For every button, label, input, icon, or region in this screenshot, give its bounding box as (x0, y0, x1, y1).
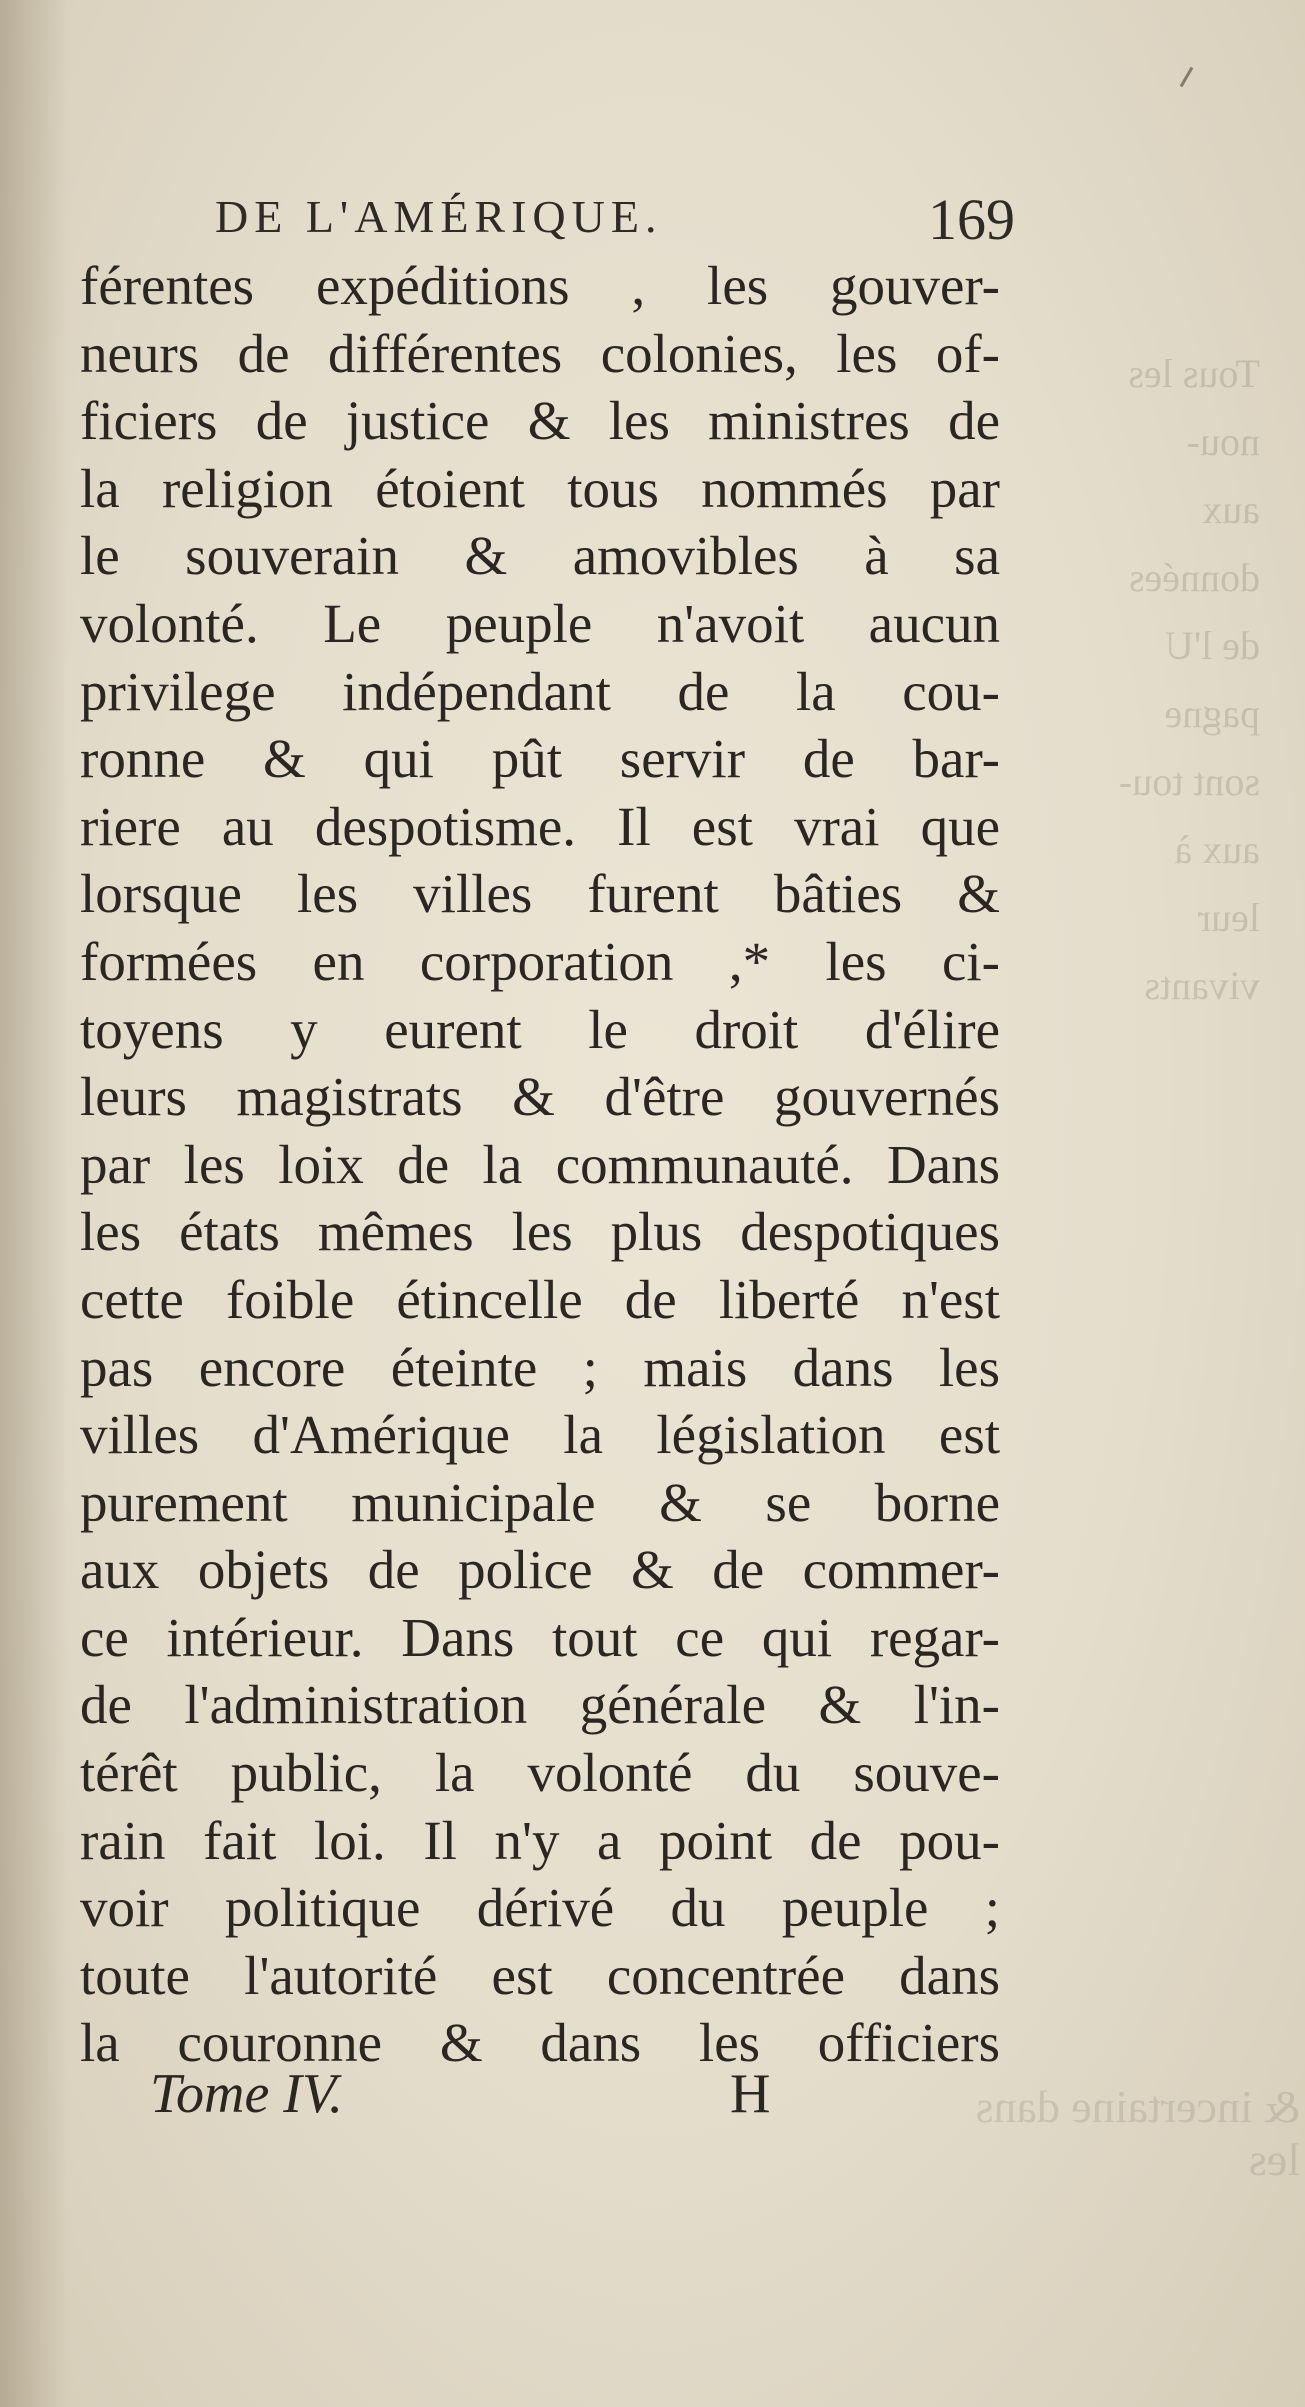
text-line: aux objets de police & de commer- (80, 1539, 1000, 1601)
text-line: térêt public, la volonté du souve- (80, 1742, 1000, 1804)
text-line: de l'administration générale & l'in- (80, 1674, 1000, 1736)
gutter-shadow (0, 0, 70, 2407)
running-header (215, 187, 1015, 260)
bleed-through-bottom: & incertaine dans les (975, 2081, 1300, 2185)
text-line: pas encore éteinte ; mais dans les (80, 1336, 1000, 1398)
page-footer (150, 2062, 930, 2142)
text-line: ce intérieur. Dans tout ce qui regar- (80, 1606, 1000, 1668)
text-line: privilege indépendant de la cou- (80, 660, 1000, 722)
text-line: volonté. Le peuple n'avoit aucun (80, 592, 1000, 654)
text-line: villes d'Amérique la législation est (80, 1404, 1000, 1466)
text-line: ficiers de justice & les ministres de (80, 390, 1000, 452)
text-line: purement municipale & se borne (80, 1471, 1000, 1533)
bleed-through-text: Tous les nou- aux données de l'U pagne sont tou- aux à leur vivants (1118, 351, 1260, 1008)
text-line: riere au despotisme. Il est vrai que (80, 795, 1000, 857)
text-line: le souverain & amovibles à sa (80, 525, 1000, 587)
paper-mark (1180, 67, 1194, 88)
running-title: DE L'AMÉRIQUE. (215, 191, 663, 242)
text-line: cette foible étincelle de liberté n'est (80, 1268, 1000, 1330)
text-line: lorsque les villes furent bâties & (80, 863, 1000, 925)
body-text (80, 252, 1000, 2077)
text-line: voir politique dérivé du peuple ; (80, 1877, 1000, 1939)
text-line: formées en corporation ,* les ci- (80, 930, 1000, 992)
text-line: rain fait loi. Il n'y a point de pou- (80, 1809, 1000, 1871)
text-line: la religion étoient tous nommés par (80, 457, 1000, 519)
text-line: ronne & qui pût servir de bar- (80, 728, 1000, 790)
text-line: les états mêmes les plus despotiques (80, 1201, 1000, 1263)
text-line: la couronne & dans les officiers (80, 2012, 1000, 2074)
text-line: leurs magistrats & d'être gouvernés (80, 1066, 1000, 1128)
volume-label: Tome IV. (150, 2063, 343, 2125)
text-line: toute l'autorité est concentrée dans (80, 1944, 1000, 2006)
page-number: 169 (928, 187, 1015, 252)
signature-mark: H (730, 2063, 771, 2125)
text-line: neurs de différentes colonies, les of- (80, 322, 1000, 384)
text-line: toyens y eurent le droit d'élire (80, 998, 1000, 1060)
text-line: par les loix de la communauté. Dans (80, 1133, 1000, 1195)
text-line: férentes expéditions , les gouver- (80, 255, 1000, 316)
